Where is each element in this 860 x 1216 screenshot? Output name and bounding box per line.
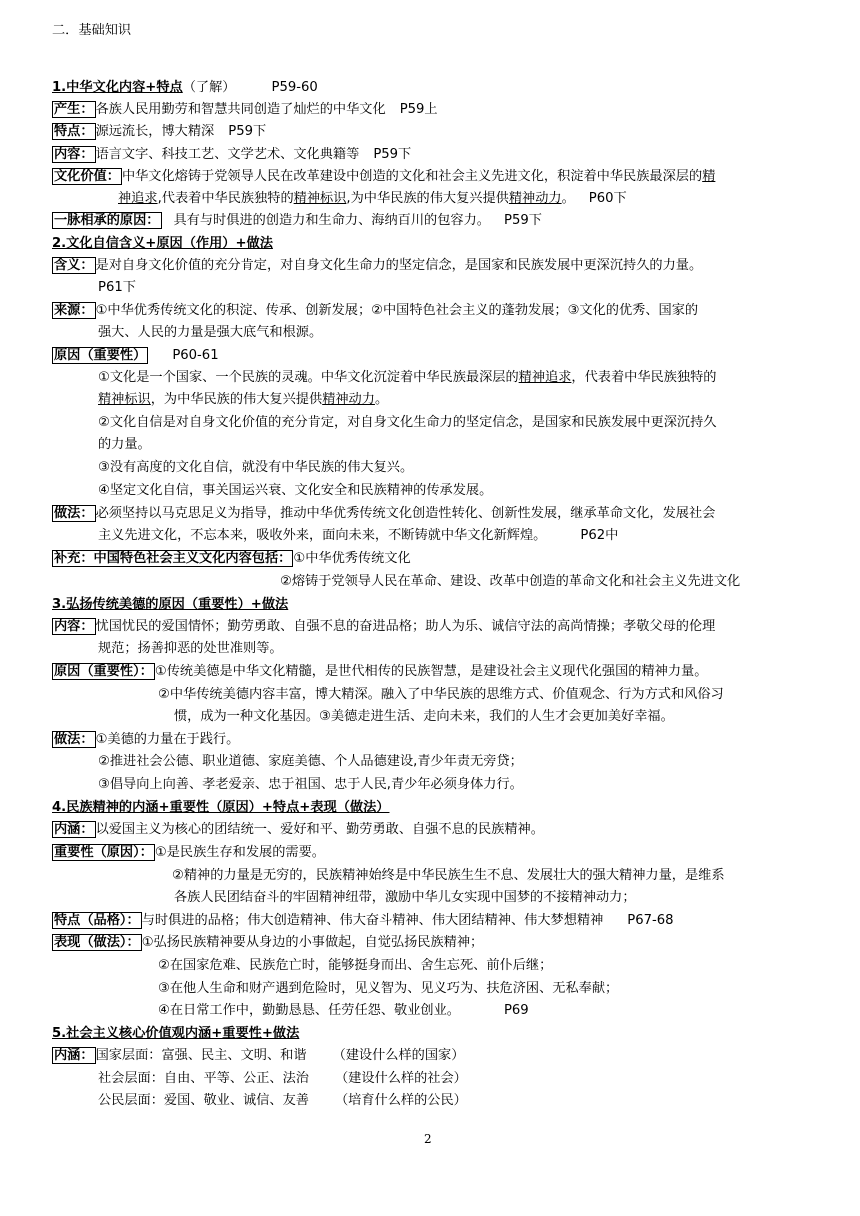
s3-method-label: 做法：	[54, 732, 94, 747]
s5-citizen-note: （培育什么样的公民）	[335, 1093, 467, 1108]
s2-meaning-page: P61下	[98, 280, 136, 295]
s2-r1-text3: ，为中华民族的伟大复兴提供	[150, 392, 323, 407]
s1-origin-label: 产生：	[54, 102, 94, 117]
s2-reason1-line1	[98, 368, 716, 388]
s2-r1-text4: 。	[374, 392, 389, 407]
s5-nation-line	[52, 1046, 464, 1066]
s5-nation: 国家层面：富强、民主、文明、和谐	[95, 1048, 307, 1063]
s2-r1-u3: 精神动力	[322, 392, 375, 407]
s5-society-line	[98, 1069, 467, 1089]
s4-feature-page: P67-68	[627, 913, 674, 928]
s2-title: 2.文化自信含义+原因（作用）+做法	[52, 236, 273, 251]
s3-reason-line3: 惯，成为一种文化基因。③美德走进生活、走向未来，我们的人生才会更加美好幸福。	[174, 709, 674, 724]
s1-origin-page: P59上	[399, 102, 438, 117]
s1-content-text: 语言文字、科技工艺、文学艺术、文化典籍等	[95, 147, 360, 162]
s1-value-u2: 精神标识	[293, 191, 347, 206]
s1-value-text3: ,为中华民族的伟大复兴提供	[346, 191, 509, 206]
s5-nation-note: （建设什么样的国家）	[332, 1048, 465, 1063]
s3-method-3: ③倡导向上向善、孝老爱亲、忠于祖国、忠于人民,青少年必须身体力行。	[98, 777, 523, 792]
s3-content-label: 内容：	[54, 619, 94, 634]
s1-value-u1b: 神追求	[118, 191, 158, 206]
page-number: 2	[424, 1132, 432, 1146]
s3-reason-text1: ①传统美德是中华文化精髓，是世代相传的民族智慧，是建设社会主义现代化强国的精神力量。	[154, 664, 708, 679]
s1-value-u1a: 精	[702, 169, 716, 184]
s3-method-line1	[52, 730, 239, 750]
s1-content-page: P59下	[373, 147, 412, 162]
s1-title: 1.中华文化内容+特点	[52, 80, 183, 95]
s1-content-label: 内容：	[54, 147, 94, 162]
s5-citizen: 公民层面：爱国、敬业、诚信、友善	[98, 1093, 309, 1108]
s1-lineage-page: P59下	[504, 213, 542, 228]
s1-origin	[52, 100, 438, 120]
s4-show-4: ④在日常工作中，勤勤恳恳、任劳任怨、敬业创业。	[158, 1003, 460, 1018]
s4-importance-line1	[52, 843, 325, 863]
s1-value-text4: 。	[561, 191, 575, 206]
s3-reason-line1	[52, 662, 707, 682]
s3-method-1: ①美德的力量在于践行。	[95, 732, 240, 747]
s3-content-text1: 忧国忧民的爱国情怀；勤劳勇敢、自强不息的奋进品格；助人为乐、诚信守法的高尚情操；孝敬父母的伦理	[95, 619, 716, 634]
s2-method-page: P62中	[580, 528, 619, 543]
s1-title-page: P59-60	[271, 80, 318, 95]
s3-reason-label: 原因（重要性）：	[54, 664, 153, 679]
s3-method-2: ②推进社会公德、职业道德、家庭美德、个人品德建设,青少年责无旁贷；	[98, 754, 523, 769]
s1-feature-page: P59下	[228, 124, 267, 139]
s4-feature	[52, 911, 674, 931]
s3-content-line2: 规范；扬善抑恶的处世准则等。	[98, 641, 283, 656]
s1-content	[52, 145, 411, 165]
s3-reason-line2: ②中华传统美德内容丰富，博大精深。融入了中华民族的思维方式、价值观念、行为方式和风俗习	[158, 687, 724, 702]
s2-method-line1	[52, 504, 715, 524]
s4-meaning	[52, 820, 544, 840]
s1-lineage-label: 一脉相承的原因：	[54, 213, 160, 228]
s4-show-4-line	[158, 1001, 529, 1021]
s4-feature-label: 特点（品格）：	[54, 913, 140, 928]
s1-lineage-text: 具有与时俱进的创造力和生命力、海纳百川的包容力。	[173, 213, 490, 228]
s2-reason-heading	[52, 346, 219, 366]
s2-reason-page: P60-61	[172, 348, 219, 363]
s1-feature-text: 源远流长，博大精深	[95, 124, 215, 139]
s4-show-line1	[52, 933, 483, 953]
s2-supp-2: ②熔铸于党领导人民在革命、建设、改革中创造的革命文化和社会主义先进文化	[280, 574, 741, 589]
s4-show-2: ②在国家危难、民族危亡时，能够挺身而出、舍生忘死、前仆后继；	[158, 958, 553, 973]
s4-meaning-label: 内涵：	[54, 822, 94, 837]
s5-society: 社会层面：自由、平等、公正、法治	[98, 1071, 309, 1086]
s1-value-u3: 精神动力	[508, 191, 562, 206]
s2-method-label: 做法：	[54, 506, 94, 521]
s2-r1-text1: ①文化是一个国家、一个民族的灵魂。中华文化沉淀着中华民族最深层的	[98, 370, 519, 385]
s1-value-text2: ,代表着中华民族独特的	[157, 191, 294, 206]
s1-title-note: （了解）	[182, 80, 236, 95]
s4-importance-label: 重要性（原因）：	[54, 845, 153, 860]
s2-meaning-text: 是对自身文化价值的充分肯定，对自身文化生命力的坚定信念，是国家和民族发展中更深沉持久的力量。	[95, 258, 703, 273]
s4-importance-1: ①是民族生存和发展的需要。	[154, 845, 325, 860]
s1-heading	[52, 78, 318, 98]
s2-r1-text2: ，代表着中华民族独特的	[571, 370, 717, 385]
s5-society-note: （建设什么样的社会）	[335, 1071, 467, 1086]
s2-source-line1	[52, 301, 698, 321]
s2-method-text1: 必须坚持以马克思足义为指导，推动中华优秀传统文化创造性转化、创新性发展，继承革命文化，发展社会	[95, 506, 716, 521]
s2-method-text2: 主义先进文化，不忘本来，吸收外来，面向未来，不断铸就中华文化新辉煌。	[98, 528, 547, 543]
s4-title: 4.民族精神的内涵+重要性（原因）+特点+表现（做法）	[52, 800, 390, 815]
s4-feature-text: 与时俱进的品格；伟大创造精神、伟大奋斗精神、伟大团结精神、伟大梦想精神	[141, 913, 604, 928]
s2-reason4: ④坚定文化自信，事关国运兴衰、文化安全和民族精神的传承发展。	[98, 483, 493, 498]
s1-feature	[52, 122, 266, 142]
s1-value-page: P60下	[588, 191, 627, 206]
s1-lineage	[52, 211, 542, 231]
s3-content-line1	[52, 617, 715, 637]
s5-title: 5.社会主义核心价值观内涵+重要性+做法	[52, 1026, 300, 1041]
s1-value-line2	[118, 189, 627, 209]
s2-source-line2: 强大、人民的力量是强大底气和根源。	[98, 325, 323, 340]
section-title: 二．基础知识	[52, 23, 132, 38]
s4-importance-2b: 各族人民团结奋斗的牢固精神纽带，激励中华儿女实现中国梦的不接精神动力；	[174, 890, 636, 905]
s1-feature-label: 特点：	[54, 124, 94, 139]
s2-reason2-line1: ②文化自信是对自身文化价值的充分肯定，对自身文化生命力的坚定信念，是国家和民族发展中更深沉持久	[98, 415, 717, 430]
s2-reason3: ③没有高度的文化自信，就没有中华民族的伟大复兴。	[98, 460, 414, 475]
s1-value-line1	[52, 167, 715, 187]
s1-origin-text: 各族人民用勤劳和智慧共同创造了灿烂的中华文化	[95, 102, 386, 117]
s4-show-3: ③在他人生命和财产遇到危险时，见义智为、见义巧为、扶危济困、无私奉献；	[158, 981, 619, 996]
s4-importance-2a: ②精神的力量是无穷的，民族精神始终是中华民族生生不息、发展壮大的强大精神力量，是维系	[172, 868, 725, 883]
s2-supp-line1	[52, 549, 411, 569]
s1-value-text1: 中华文化熔铸于党领导人民在改革建设中创造的文化和社会主义先进文化，积淀着中华民族最深层的	[121, 169, 703, 184]
s2-supp-1: ①中华优秀传统文化	[293, 551, 411, 566]
s2-meaning-label: 含义：	[54, 258, 94, 273]
s2-reason2-line2: 的力量。	[98, 437, 151, 452]
s1-value-label: 文化价值：	[54, 169, 120, 184]
s4-show-page: P69	[503, 1003, 529, 1018]
s2-meaning	[52, 256, 702, 276]
s4-show-1: ①弘扬民族精神要从身边的小事做起，自觉弘扬民族精神；	[141, 935, 484, 950]
s2-source-label: 来源：	[54, 303, 94, 318]
s5-citizen-line	[98, 1091, 467, 1111]
s2-reason1-line2	[98, 390, 388, 410]
s2-supp-label: 补充：中国特色社会主义文化内容包括：	[54, 551, 292, 566]
s2-r1-u2: 精神标识	[98, 392, 151, 407]
s5-meaning-label: 内涵：	[54, 1048, 94, 1063]
s2-reason-label: 原因（重要性）	[54, 348, 147, 363]
s2-method-line2	[98, 526, 618, 546]
s4-meaning-text: 以爱国主义为核心的团结统一、爱好和平、勤劳勇敢、自强不息的民族精神。	[95, 822, 544, 837]
s2-r1-u1: 精神追求	[518, 370, 572, 385]
s3-title: 3.弘扬传统美德的原因（重要性）+做法	[52, 597, 289, 612]
s2-source-text1: ①中华优秀传统文化的积淀、传承、创新发展；②中国特色社会主义的蓬勃发展；③文化的优秀、国家的	[95, 303, 699, 318]
s4-show-label: 表现（做法）：	[54, 935, 140, 950]
